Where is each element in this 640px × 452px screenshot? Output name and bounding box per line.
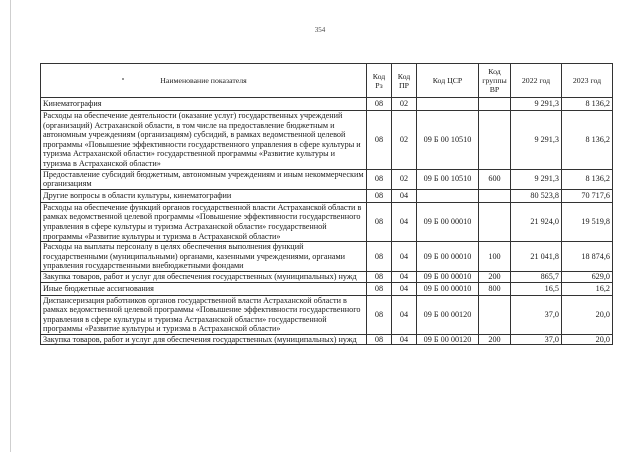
page-number: 354 (314, 26, 326, 34)
row-name: Иные бюджетные ассигнования (41, 282, 367, 295)
table-row (41, 189, 613, 202)
row-csr (417, 189, 479, 202)
row-value-2023: 8 136,2 (562, 111, 613, 170)
row-vr: 200 (479, 334, 511, 345)
row-value-2023: 19 519,8 (562, 202, 613, 241)
row-value-2022: 21 924,0 (511, 202, 562, 241)
row-csr: 09 Б 00 10510 (417, 169, 479, 189)
row-name: Расходы на обеспечение функций органов государственной власти Астраханской области в рамках ведомственной целевой программы «Повышение эффективности государственного управления в сфере культуры и туризма Астраханской области» государственной программы «Развитие культуры и туризма в Астраханской области» (41, 202, 367, 241)
row-value-2023: 18 874,6 (562, 242, 613, 272)
row-pr: 04 (392, 282, 417, 295)
row-rz: 08 (367, 111, 392, 170)
row-csr (417, 98, 479, 111)
row-csr: 09 Б 00 00120 (417, 334, 479, 345)
row-value-2022: 9 291,3 (511, 169, 562, 189)
row-rz: 08 (367, 295, 392, 334)
row-value-2022: 37,0 (511, 295, 562, 334)
row-pr: 04 (392, 334, 417, 345)
row-pr: 02 (392, 111, 417, 170)
row-rz: 08 (367, 282, 392, 295)
header-year-2022: 2022 год (511, 64, 562, 98)
row-csr: 09 Б 00 00010 (417, 271, 479, 282)
row-rz: 08 (367, 169, 392, 189)
row-rz: 08 (367, 189, 392, 202)
scan-edge-line (10, 0, 11, 452)
row-name: Предоставление субсидий бюджетным, автономным учреждениям и иным некоммерческим организациям (41, 169, 367, 189)
row-value-2023: 20,0 (562, 295, 613, 334)
header-year-2023: 2023 год (562, 64, 613, 98)
row-vr (479, 111, 511, 170)
table-row (41, 202, 613, 241)
row-name: Кинематография (41, 98, 367, 111)
row-vr: 200 (479, 271, 511, 282)
table-row (41, 98, 613, 111)
table-row (41, 334, 613, 345)
row-rz: 08 (367, 202, 392, 241)
row-vr (479, 98, 511, 111)
row-name: Закупка товаров, работ и услуг для обеспечения государственных (муниципальных) нужд (41, 271, 367, 282)
row-pr: 04 (392, 202, 417, 241)
row-value-2023: 629,0 (562, 271, 613, 282)
row-pr: 04 (392, 271, 417, 282)
row-value-2023: 20,0 (562, 334, 613, 345)
row-value-2022: 21 041,8 (511, 242, 562, 272)
row-value-2023: 16,2 (562, 282, 613, 295)
row-csr: 09 Б 00 00010 (417, 202, 479, 241)
row-value-2022: 9 291,3 (511, 111, 562, 170)
row-csr: 09 Б 00 00010 (417, 242, 479, 272)
row-csr: 09 Б 00 10510 (417, 111, 479, 170)
table-row (41, 111, 613, 170)
table-header-row (41, 64, 613, 98)
row-rz: 08 (367, 334, 392, 345)
row-name: Расходы на выплаты персоналу в целях обеспечения выполнения функций государственными (муниципальными) органами, казенными учреждениями, органами управления государственными внебюджетными фондами (41, 242, 367, 272)
row-value-2022: 9 291,3 (511, 98, 562, 111)
row-pr: 04 (392, 242, 417, 272)
row-name: Другие вопросы в области культуры, кинематографии (41, 189, 367, 202)
row-value-2022: 80 523,8 (511, 189, 562, 202)
table-row (41, 295, 613, 334)
row-vr (479, 202, 511, 241)
row-value-2022: 16,5 (511, 282, 562, 295)
table-row (41, 271, 613, 282)
budget-table (40, 63, 613, 345)
row-value-2022: 37,0 (511, 334, 562, 345)
row-rz: 08 (367, 271, 392, 282)
table-row (41, 282, 613, 295)
row-vr (479, 295, 511, 334)
row-pr: 04 (392, 295, 417, 334)
row-pr: 04 (392, 189, 417, 202)
row-vr: 100 (479, 242, 511, 272)
row-value-2022: 865,7 (511, 271, 562, 282)
table-row (41, 169, 613, 189)
row-pr: 02 (392, 169, 417, 189)
row-value-2023: 8 136,2 (562, 98, 613, 111)
row-value-2023: 70 717,6 (562, 189, 613, 202)
row-name: Закупка товаров, работ и услуг для обеспечения государственных (муниципальных) нужд (41, 334, 367, 345)
row-name: Расходы на обеспечение деятельности (оказание услуг) государственных учреждений (организаций) Астраханской области, в том числе на предоставление бюджетным и автономным учреждениям (организациям) субсидий, в рамках ведомственной целевой программы «Повышение эффективности государственного управления в сфере культуры и туризма Астраханской области» государственной программы «Развитие культуры и туризма в Астраханской области» (41, 111, 367, 170)
row-rz: 08 (367, 242, 392, 272)
header-code-rz: Код Рз (367, 64, 392, 98)
header-code-vr: Код группы ВР (479, 64, 511, 98)
header-code-csr: Код ЦСР (417, 64, 479, 98)
row-pr: 02 (392, 98, 417, 111)
row-vr: 800 (479, 282, 511, 295)
row-value-2023: 8 136,2 (562, 169, 613, 189)
row-rz: 08 (367, 98, 392, 111)
header-indicator-name: Наименование показателя (41, 64, 367, 98)
row-csr: 09 Б 00 00120 (417, 295, 479, 334)
row-name: Диспансеризация работников органов государственной власти Астраханской области в рамках ведомственной целевой программы «Повышение эффективности государственного управления в сфере культуры и туризма Астраханской области» государственной программы «Развитие культуры и туризма в Астраханской области» (41, 295, 367, 334)
row-vr (479, 189, 511, 202)
header-code-pr: Код ПР (392, 64, 417, 98)
row-vr: 600 (479, 169, 511, 189)
table-row (41, 242, 613, 272)
row-csr: 09 Б 00 00010 (417, 282, 479, 295)
